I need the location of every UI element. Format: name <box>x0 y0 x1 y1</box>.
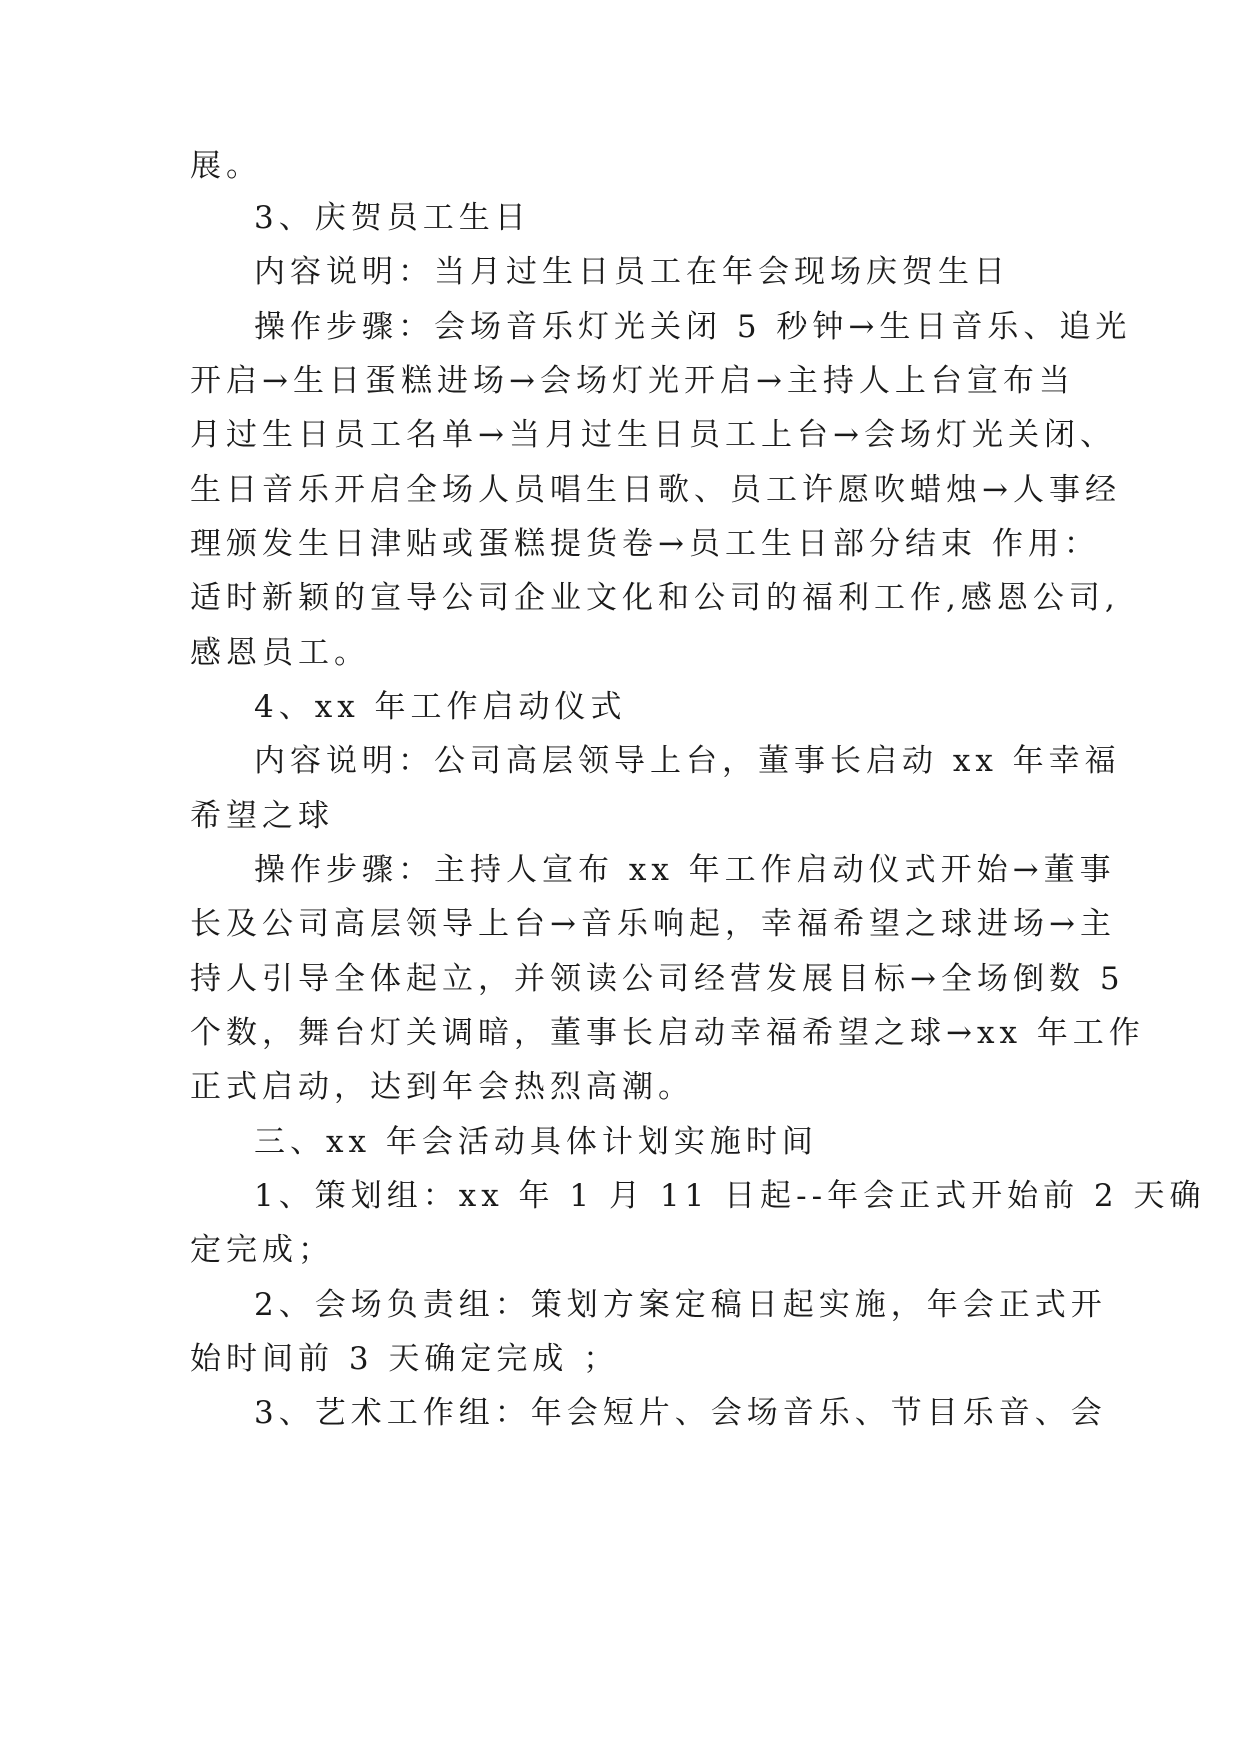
paragraph-line: 持人引导全体起立，并领读公司经营发展目标→全场倒数 5 <box>190 961 1125 997</box>
paragraph-line: 适时新颖的宣导公司企业文化和公司的福利工作,感恩公司, <box>190 580 1120 616</box>
section-heading: 三、xx 年会活动具体计划实施时间 <box>254 1124 818 1160</box>
paragraph-line: 操作步骤：主持人宣布 xx 年工作启动仪式开始→董事 <box>254 852 1116 888</box>
section-heading: 3、庆贺员工生日 <box>254 200 531 236</box>
paragraph-line: 个数，舞台灯关调暗，董事长启动幸福希望之球→xx 年工作 <box>190 1015 1145 1051</box>
paragraph-line: 定完成； <box>190 1232 334 1268</box>
paragraph-line: 希望之球 <box>190 798 334 834</box>
paragraph-line: 3、艺术工作组：年会短片、会场音乐、节目乐音、会 <box>254 1395 1107 1431</box>
paragraph-line: 长及公司高层领导上台→音乐响起，幸福希望之球进场→主 <box>190 906 1116 942</box>
paragraph-line: 展。 <box>190 148 262 184</box>
paragraph-line: 正式启动，达到年会热烈高潮。 <box>190 1069 694 1105</box>
paragraph-line: 生日音乐开启全场人员唱生日歌、员工许愿吹蜡烛→人事经 <box>190 472 1121 508</box>
paragraph-line: 操作步骤：会场音乐灯光关闭 5 秒钟→生日音乐、追光 <box>254 309 1132 345</box>
paragraph-line: 开启→生日蛋糕进场→会场灯光开启→主持人上台宣布当 <box>190 363 1075 399</box>
paragraph-line: 2、会场负责组：策划方案定稿日起实施，年会正式开 <box>254 1287 1107 1323</box>
paragraph-line: 感恩员工。 <box>190 635 370 671</box>
paragraph-line: 理颁发生日津贴或蛋糕提货卷→员工生日部分结束 作用： <box>190 526 1100 562</box>
paragraph-line: 内容说明：当月过生日员工在年会现场庆贺生日 <box>254 254 1010 290</box>
paragraph-line: 内容说明：公司高层领导上台，董事长启动 xx 年幸福 <box>254 743 1121 779</box>
section-heading: 4、xx 年工作启动仪式 <box>254 689 627 725</box>
paragraph-line: 1、策划组：xx 年 1 月 11 日起--年会正式开始前 2 天确 <box>254 1178 1206 1214</box>
paragraph-line: 始时间前 3 天确定完成 ； <box>190 1341 620 1377</box>
paragraph-line: 月过生日员工名单→当月过生日员工上台→会场灯光关闭、 <box>190 417 1116 453</box>
